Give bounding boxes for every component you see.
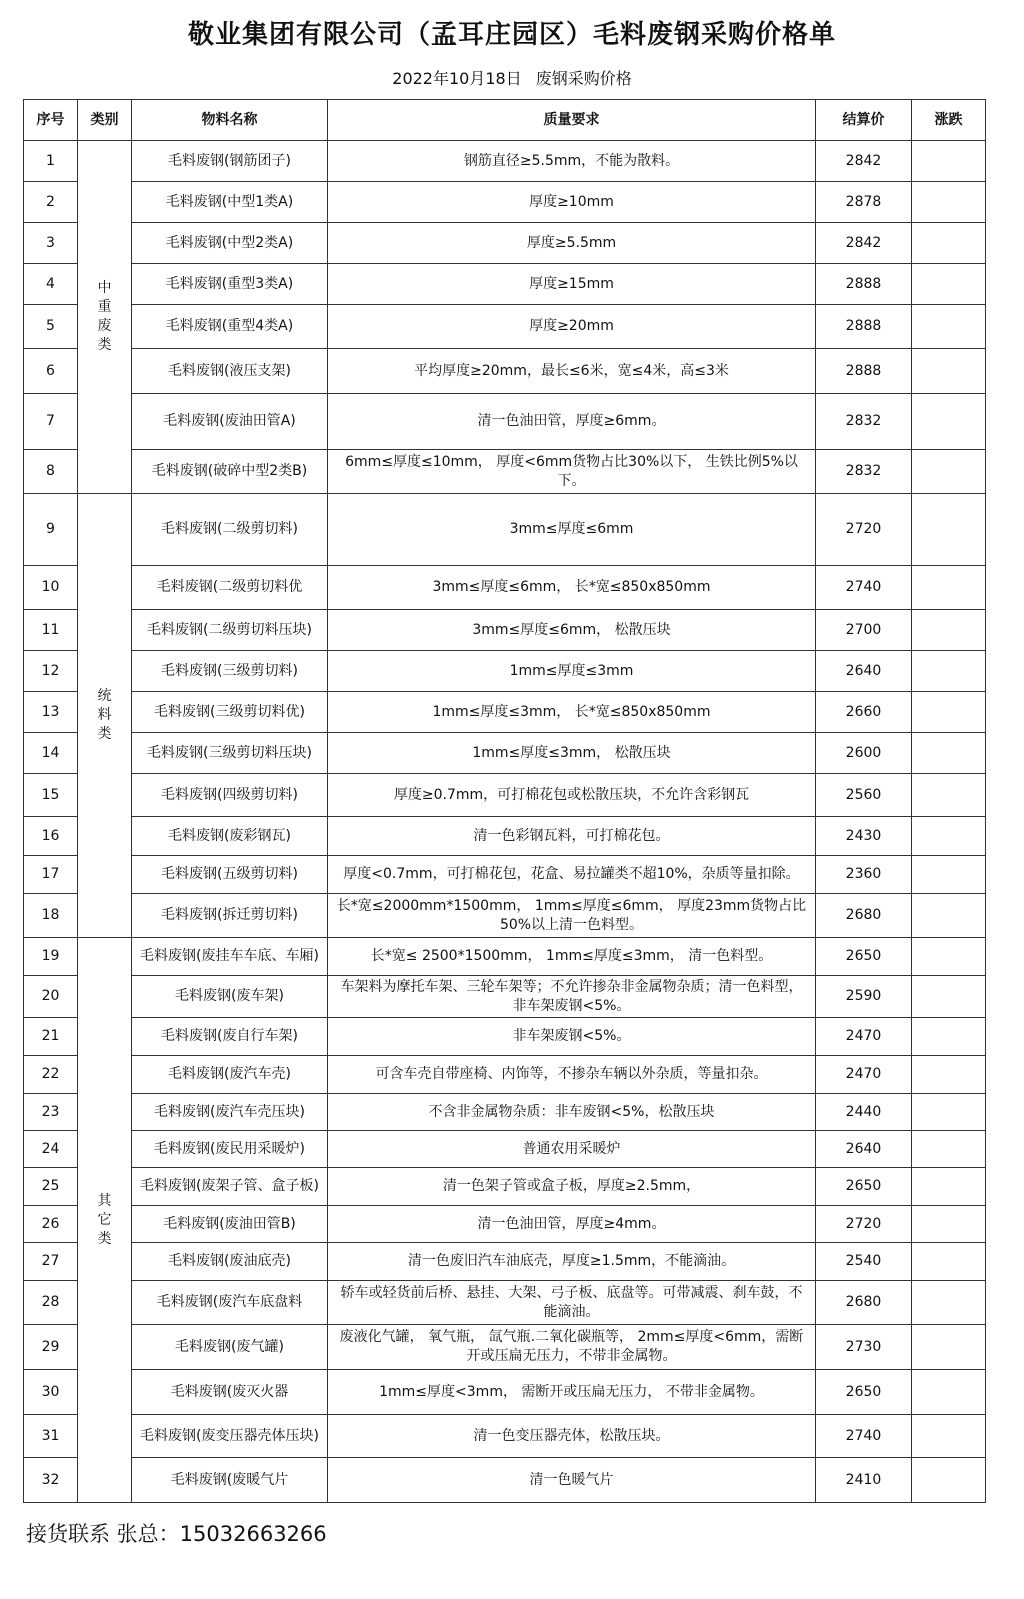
row-number: 31: [24, 1415, 78, 1458]
quality-requirement: 1mm≤厚度≤3mm， 长*宽≤850x850mm: [328, 692, 816, 733]
quality-requirement: 3mm≤厚度≤6mm， 松散压块: [328, 610, 816, 651]
price-change: [912, 894, 986, 938]
table-row: [24, 305, 986, 349]
quality-requirement: 清一色彩钢瓦料，可打棉花包。: [328, 817, 816, 856]
settlement-price: 2720: [816, 1206, 912, 1243]
settlement-price: 2878: [816, 182, 912, 223]
material-name: 毛料废钢(三级剪切料优): [132, 692, 328, 733]
material-name: 毛料废钢(拆迁剪切料): [132, 894, 328, 938]
settlement-price: 2640: [816, 651, 912, 692]
price-change: [912, 1458, 986, 1503]
quality-requirement: 清一色油田管，厚度≥4mm。: [328, 1206, 816, 1243]
category-cell: [78, 494, 132, 938]
quality-requirement: 钢筋直径≥5.5mm，不能为散料。: [328, 141, 816, 182]
row-number: 25: [24, 1168, 78, 1206]
table-row: [24, 938, 986, 976]
settlement-price: 2720: [816, 494, 912, 566]
quality-requirement: 车架料为摩托车架、三轮车架等；不允许掺杂非金属物杂质；清一色料型，非车架废钢<5%。: [328, 976, 816, 1018]
row-number: 20: [24, 976, 78, 1018]
col-header-no: 序号: [24, 100, 78, 141]
price-change: [912, 1018, 986, 1056]
price-change: [912, 223, 986, 264]
category-cell: [78, 141, 132, 494]
settlement-price: 2640: [816, 1131, 912, 1168]
col-header-price: 结算价: [816, 100, 912, 141]
col-header-category: 类别: [78, 100, 132, 141]
category-cell: [78, 938, 132, 1503]
settlement-price: 2560: [816, 774, 912, 817]
material-name: 毛料废钢(废汽车底盘料: [132, 1281, 328, 1325]
quality-requirement: 长*宽≤ 2500*1500mm， 1mm≤厚度≤3mm， 清一色料型。: [328, 938, 816, 976]
settlement-price: 2650: [816, 1168, 912, 1206]
material-name: 毛料废钢(五级剪切料): [132, 856, 328, 894]
table-row: [24, 566, 986, 610]
settlement-price: 2888: [816, 305, 912, 349]
table-row: [24, 1415, 986, 1458]
row-number: 7: [24, 394, 78, 450]
price-date: 2022年10月18日: [392, 69, 522, 88]
price-change: [912, 264, 986, 305]
material-name: 毛料废钢(废暖气片: [132, 1458, 328, 1503]
row-number: 26: [24, 1206, 78, 1243]
price-change: [912, 651, 986, 692]
price-change: [912, 1281, 986, 1325]
row-number: 15: [24, 774, 78, 817]
settlement-price: 2540: [816, 1243, 912, 1281]
settlement-price: 2680: [816, 894, 912, 938]
quality-requirement: 清一色废旧汽车油底壳，厚度≥1.5mm，不能滴油。: [328, 1243, 816, 1281]
settlement-price: 2700: [816, 610, 912, 651]
subtitle-label: 废钢采购价格: [535, 69, 632, 88]
settlement-price: 2740: [816, 566, 912, 610]
material-name: 毛料废钢(废油田管B): [132, 1206, 328, 1243]
material-name: 毛料废钢(破碎中型2类B): [132, 450, 328, 494]
material-name: 毛料废钢(废变压器壳体压块): [132, 1415, 328, 1458]
row-number: 16: [24, 817, 78, 856]
material-name: 毛料废钢(废气罐): [132, 1325, 328, 1370]
quality-requirement: 3mm≤厚度≤6mm: [328, 494, 816, 566]
row-number: 29: [24, 1325, 78, 1370]
category-label: 其它类: [97, 1192, 112, 1247]
quality-requirement: 厚度≥20mm: [328, 305, 816, 349]
price-change: [912, 733, 986, 774]
subtitle: [0, 66, 1024, 89]
material-name: 毛料废钢(三级剪切料): [132, 651, 328, 692]
row-number: 2: [24, 182, 78, 223]
page-title: 敬业集团有限公司（孟耳庄园区）毛料废钢采购价格单: [187, 20, 836, 50]
price-change: [912, 856, 986, 894]
quality-requirement: 1mm≤厚度≤3mm， 松散压块: [328, 733, 816, 774]
row-number: 27: [24, 1243, 78, 1281]
row-number: 32: [24, 1458, 78, 1503]
price-change: [912, 1094, 986, 1131]
table-row: [24, 976, 986, 1018]
table-row: [24, 651, 986, 692]
quality-requirement: 非车架废钢<5%。: [328, 1018, 816, 1056]
row-number: 18: [24, 894, 78, 938]
price-change: [912, 394, 986, 450]
row-number: 8: [24, 450, 78, 494]
row-number: 24: [24, 1131, 78, 1168]
settlement-price: 2600: [816, 733, 912, 774]
quality-requirement: 厚度≥5.5mm: [328, 223, 816, 264]
table-row: [24, 1206, 986, 1243]
material-name: 毛料废钢(废挂车车底、车厢): [132, 938, 328, 976]
price-change: [912, 1206, 986, 1243]
col-header-material: 物料名称: [132, 100, 328, 141]
quality-requirement: 清一色暖气片: [328, 1458, 816, 1503]
col-header-requirement: 质量要求: [328, 100, 816, 141]
row-number: 9: [24, 494, 78, 566]
quality-requirement: 清一色变压器壳体，松散压块。: [328, 1415, 816, 1458]
price-change: [912, 692, 986, 733]
settlement-price: 2888: [816, 264, 912, 305]
price-change: [912, 566, 986, 610]
price-change: [912, 305, 986, 349]
quality-requirement: 长*宽≤2000mm*1500mm， 1mm≤厚度≤6mm， 厚度23mm货物占比50%以上清一色料型。: [328, 894, 816, 938]
table-row: [24, 1281, 986, 1325]
price-change: [912, 774, 986, 817]
price-change: [912, 494, 986, 566]
table-row: [24, 1131, 986, 1168]
price-change: [912, 141, 986, 182]
quality-requirement: 废液化气罐， 氧气瓶， 氙气瓶.二氧化碳瓶等， 2mm≤厚度<6mm，需断开或压扁无压力，不带非金属物。: [328, 1325, 816, 1370]
table-row: [24, 182, 986, 223]
quality-requirement: 3mm≤厚度≤6mm， 长*宽≤850x850mm: [328, 566, 816, 610]
settlement-price: 2842: [816, 223, 912, 264]
settlement-price: 2660: [816, 692, 912, 733]
material-name: 毛料废钢(废油田管A): [132, 394, 328, 450]
price-change: [912, 1415, 986, 1458]
material-name: 毛料废钢(二级剪切料压块): [132, 610, 328, 651]
material-name: 毛料废钢(中型1类A): [132, 182, 328, 223]
settlement-price: 2590: [816, 976, 912, 1018]
price-change: [912, 938, 986, 976]
price-change: [912, 1131, 986, 1168]
quality-requirement: 厚度<0.7mm，可打棉花包，花盒、易拉罐类不超10%，杂质等量扣除。: [328, 856, 816, 894]
material-name: 毛料废钢(二级剪切料优: [132, 566, 328, 610]
quality-requirement: 厚度≥15mm: [328, 264, 816, 305]
price-change: [912, 182, 986, 223]
quality-requirement: 轿车或轻货前后桥、悬挂、大架、弓子板、底盘等。可带减震、刹车鼓，不能滴油。: [328, 1281, 816, 1325]
material-name: 毛料废钢(废彩钢瓦): [132, 817, 328, 856]
material-name: 毛料废钢(液压支架): [132, 349, 328, 394]
row-number: 14: [24, 733, 78, 774]
settlement-price: 2832: [816, 394, 912, 450]
material-name: 毛料废钢(二级剪切料): [132, 494, 328, 566]
settlement-price: 2888: [816, 349, 912, 394]
material-name: 毛料废钢(废民用采暖炉): [132, 1131, 328, 1168]
price-change: [912, 817, 986, 856]
quality-requirement: 厚度≥10mm: [328, 182, 816, 223]
table-row: [24, 894, 986, 938]
quality-requirement: 可含车壳自带座椅、内饰等，不掺杂车辆以外杂质，等量扣杂。: [328, 1056, 816, 1094]
quality-requirement: 1mm≤厚度≤3mm: [328, 651, 816, 692]
quality-requirement: 平均厚度≥20mm，最长≤6米，宽≤4米，高≤3米: [328, 349, 816, 394]
row-number: 5: [24, 305, 78, 349]
table-row: [24, 817, 986, 856]
table-row: [24, 692, 986, 733]
price-change: [912, 610, 986, 651]
price-change: [912, 1056, 986, 1094]
material-name: 毛料废钢(废自行车架): [132, 1018, 328, 1056]
table-row: [24, 610, 986, 651]
settlement-price: 2730: [816, 1325, 912, 1370]
price-change: [912, 976, 986, 1018]
settlement-price: 2680: [816, 1281, 912, 1325]
category-label: 中重废类: [97, 280, 112, 353]
row-number: 1: [24, 141, 78, 182]
price-change: [912, 1243, 986, 1281]
material-name: 毛料废钢(三级剪切料压块): [132, 733, 328, 774]
col-header-change: 涨跌: [912, 100, 986, 141]
table-row: [24, 1370, 986, 1415]
table-row: [24, 223, 986, 264]
row-number: 12: [24, 651, 78, 692]
quality-requirement: 普通农用采暖炉: [328, 1131, 816, 1168]
material-name: 毛料废钢(重型4类A): [132, 305, 328, 349]
material-name: 毛料废钢(钢筋团子): [132, 141, 328, 182]
quality-requirement: 不含非金属物杂质：非车废钢<5%，松散压块: [328, 1094, 816, 1131]
row-number: 11: [24, 610, 78, 651]
settlement-price: 2360: [816, 856, 912, 894]
category-label: 统料类: [97, 688, 112, 742]
material-name: 毛料废钢(废车架): [132, 976, 328, 1018]
table-row: [24, 856, 986, 894]
price-change: [912, 450, 986, 494]
table-row: [24, 1094, 986, 1131]
table-row: [24, 394, 986, 450]
settlement-price: 2740: [816, 1415, 912, 1458]
table-row: [24, 733, 986, 774]
material-name: 毛料废钢(废汽车壳压块): [132, 1094, 328, 1131]
table-row: [24, 349, 986, 394]
table-body: [24, 141, 986, 1503]
table-row: [24, 1168, 986, 1206]
row-number: 23: [24, 1094, 78, 1131]
settlement-price: 2470: [816, 1056, 912, 1094]
row-number: 19: [24, 938, 78, 976]
row-number: 4: [24, 264, 78, 305]
quality-requirement: 厚度≥0.7mm，可打棉花包或松散压块，不允许含彩钢瓦: [328, 774, 816, 817]
table-row: [24, 1243, 986, 1281]
table-row: [24, 494, 986, 566]
table-row: [24, 264, 986, 305]
row-number: 22: [24, 1056, 78, 1094]
table-row: [24, 1325, 986, 1370]
quality-requirement: 清一色油田管，厚度≥6mm。: [328, 394, 816, 450]
row-number: 3: [24, 223, 78, 264]
row-number: 13: [24, 692, 78, 733]
contact-footer: 接货联系 张总：15032663266: [26, 1522, 327, 1546]
table-row: [24, 1018, 986, 1056]
table-header-row: [24, 100, 986, 141]
settlement-price: 2650: [816, 1370, 912, 1415]
table-row: [24, 450, 986, 494]
table-row: [24, 141, 986, 182]
settlement-price: 2842: [816, 141, 912, 182]
price-change: [912, 1325, 986, 1370]
row-number: 10: [24, 566, 78, 610]
price-change: [912, 1370, 986, 1415]
material-name: 毛料废钢(四级剪切料): [132, 774, 328, 817]
row-number: 30: [24, 1370, 78, 1415]
table-row: [24, 1458, 986, 1503]
quality-requirement: 6mm≤厚度≤10mm， 厚度<6mm货物占比30%以下， 生铁比例5%以下。: [328, 450, 816, 494]
material-name: 毛料废钢(废汽车壳): [132, 1056, 328, 1094]
quality-requirement: 清一色架子管或盒子板，厚度≥2.5mm，: [328, 1168, 816, 1206]
price-change: [912, 349, 986, 394]
quality-requirement: 1mm≤厚度<3mm， 需断开或压扁无压力， 不带非金属物。: [328, 1370, 816, 1415]
settlement-price: 2410: [816, 1458, 912, 1503]
settlement-price: 2650: [816, 938, 912, 976]
material-name: 毛料废钢(废油底壳): [132, 1243, 328, 1281]
price-table: [23, 99, 986, 1503]
row-number: 17: [24, 856, 78, 894]
settlement-price: 2470: [816, 1018, 912, 1056]
table-row: [24, 1056, 986, 1094]
material-name: 毛料废钢(中型2类A): [132, 223, 328, 264]
table-row: [24, 774, 986, 817]
price-change: [912, 1168, 986, 1206]
material-name: 毛料废钢(废架子管、盒子板): [132, 1168, 328, 1206]
row-number: 28: [24, 1281, 78, 1325]
row-number: 21: [24, 1018, 78, 1056]
settlement-price: 2832: [816, 450, 912, 494]
row-number: 6: [24, 349, 78, 394]
settlement-price: 2430: [816, 817, 912, 856]
material-name: 毛料废钢(废灭火器: [132, 1370, 328, 1415]
settlement-price: 2440: [816, 1094, 912, 1131]
material-name: 毛料废钢(重型3类A): [132, 264, 328, 305]
